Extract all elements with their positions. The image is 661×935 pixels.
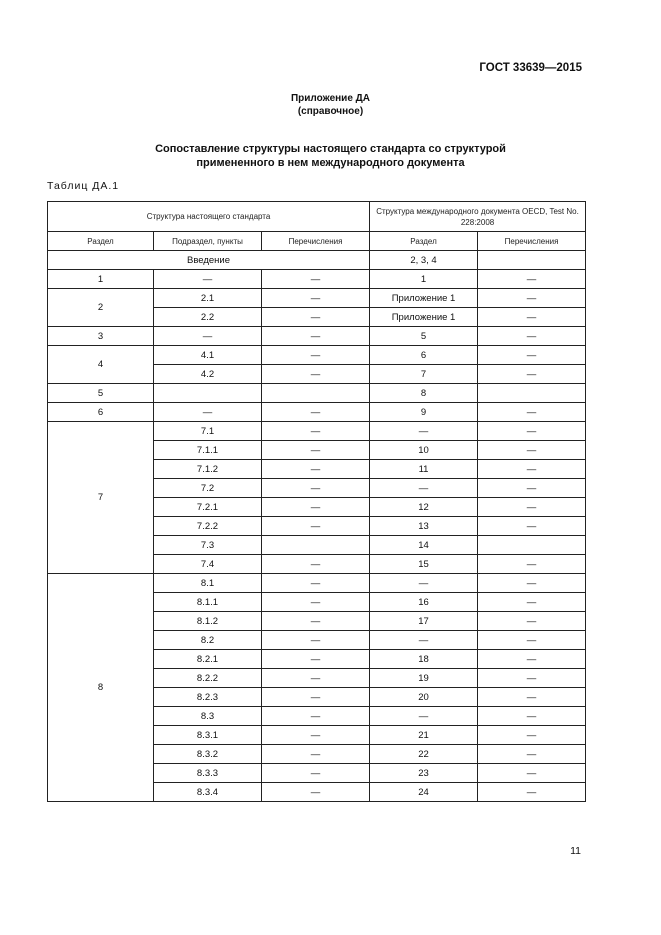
cell-enumeration: — xyxy=(262,593,370,612)
cell-intl-section: 5 xyxy=(370,327,478,346)
cell-subsection: 7.3 xyxy=(154,536,262,555)
cell-intl-section: — xyxy=(370,707,478,726)
cell-enumeration: — xyxy=(262,612,370,631)
cell-enumeration: — xyxy=(262,441,370,460)
column-header: Раздел xyxy=(48,232,154,251)
cell-intl-enumeration: — xyxy=(478,517,586,536)
cell-intl-enumeration xyxy=(478,384,586,403)
cell-intl-enumeration: — xyxy=(478,327,586,346)
cell-intl-section: 20 xyxy=(370,688,478,707)
intro-ref: 2, 3, 4 xyxy=(370,251,478,270)
cell-enumeration: — xyxy=(262,517,370,536)
cell-subsection: — xyxy=(154,403,262,422)
cell-subsection: 7.4 xyxy=(154,555,262,574)
table-row xyxy=(48,270,586,289)
cell-intl-enumeration: — xyxy=(478,612,586,631)
cell-intl-enumeration: — xyxy=(478,574,586,593)
cell-section: 3 xyxy=(48,327,154,346)
cell-section: 2 xyxy=(48,289,154,327)
cell-intl-section: 1 xyxy=(370,270,478,289)
table-group-header-row xyxy=(48,202,586,232)
cell-subsection: — xyxy=(154,327,262,346)
cell-intl-section: 19 xyxy=(370,669,478,688)
cell-enumeration: — xyxy=(262,669,370,688)
cell-intl-enumeration: — xyxy=(478,631,586,650)
cell-section: 8 xyxy=(48,574,154,802)
cell-section: 1 xyxy=(48,270,154,289)
cell-subsection: 7.2.1 xyxy=(154,498,262,517)
group-header-national: Структура настоящего стандарта xyxy=(48,202,370,232)
cell-subsection: 7.2 xyxy=(154,479,262,498)
cell-intl-section: 13 xyxy=(370,517,478,536)
cell-intl-enumeration: — xyxy=(478,289,586,308)
cell-section: 4 xyxy=(48,346,154,384)
cell-intl-enumeration: — xyxy=(478,308,586,327)
cell-enumeration: — xyxy=(262,308,370,327)
cell-intl-section: 11 xyxy=(370,460,478,479)
cell-intl-enumeration xyxy=(478,536,586,555)
intro-label: Введение xyxy=(48,251,370,270)
cell-subsection: 4.1 xyxy=(154,346,262,365)
document-title xyxy=(0,142,661,170)
cell-intl-section: — xyxy=(370,479,478,498)
cell-enumeration: — xyxy=(262,422,370,441)
cell-section: 6 xyxy=(48,403,154,422)
table-column-header-row xyxy=(48,232,586,251)
cell-enumeration: — xyxy=(262,365,370,384)
intro-enum xyxy=(478,251,586,270)
cell-enumeration: — xyxy=(262,688,370,707)
cell-enumeration: — xyxy=(262,498,370,517)
table-row xyxy=(48,327,586,346)
comparison-table xyxy=(47,201,586,802)
cell-subsection: 8.3 xyxy=(154,707,262,726)
cell-intl-section: 12 xyxy=(370,498,478,517)
cell-subsection xyxy=(154,384,262,403)
cell-intl-enumeration: — xyxy=(478,688,586,707)
cell-enumeration: — xyxy=(262,403,370,422)
annex-title: Приложение ДА xyxy=(290,93,371,104)
cell-intl-enumeration: — xyxy=(478,650,586,669)
table-row xyxy=(48,384,586,403)
cell-section: 5 xyxy=(48,384,154,403)
cell-intl-enumeration: — xyxy=(478,270,586,289)
cell-intl-enumeration: — xyxy=(478,783,586,802)
cell-enumeration: — xyxy=(262,574,370,593)
cell-subsection: 8.3.4 xyxy=(154,783,262,802)
cell-intl-section: 16 xyxy=(370,593,478,612)
cell-subsection: 8.1.2 xyxy=(154,612,262,631)
cell-intl-enumeration: — xyxy=(478,726,586,745)
cell-enumeration: — xyxy=(262,460,370,479)
cell-subsection: 8.2.3 xyxy=(154,688,262,707)
table-row-intro xyxy=(48,251,586,270)
cell-intl-enumeration: — xyxy=(478,764,586,783)
cell-enumeration: — xyxy=(262,327,370,346)
cell-subsection: 2.1 xyxy=(154,289,262,308)
cell-intl-enumeration: — xyxy=(478,745,586,764)
cell-intl-enumeration: — xyxy=(478,707,586,726)
document-title-line-2: примененного в нем международного документа xyxy=(196,157,465,169)
cell-intl-section: 7 xyxy=(370,365,478,384)
table-caption: Таблиц ДА.1 xyxy=(47,180,120,192)
cell-intl-enumeration: — xyxy=(478,441,586,460)
cell-intl-section: Приложение 1 xyxy=(370,289,478,308)
cell-enumeration: — xyxy=(262,726,370,745)
cell-enumeration: — xyxy=(262,650,370,669)
cell-subsection: 7.1.2 xyxy=(154,460,262,479)
cell-intl-enumeration: — xyxy=(478,555,586,574)
cell-intl-enumeration: — xyxy=(478,669,586,688)
table-row xyxy=(48,574,586,593)
cell-intl-section: 14 xyxy=(370,536,478,555)
cell-intl-section: 15 xyxy=(370,555,478,574)
cell-enumeration: — xyxy=(262,270,370,289)
cell-enumeration: — xyxy=(262,764,370,783)
cell-intl-enumeration: — xyxy=(478,422,586,441)
cell-enumeration: — xyxy=(262,555,370,574)
cell-enumeration: — xyxy=(262,346,370,365)
annex-subtitle: (справочное) xyxy=(297,106,364,117)
cell-subsection: — xyxy=(154,270,262,289)
cell-subsection: 8.3.2 xyxy=(154,745,262,764)
cell-subsection: 8.2 xyxy=(154,631,262,650)
cell-intl-section: — xyxy=(370,574,478,593)
cell-subsection: 8.1.1 xyxy=(154,593,262,612)
cell-subsection: 8.1 xyxy=(154,574,262,593)
cell-intl-section: 17 xyxy=(370,612,478,631)
cell-enumeration: — xyxy=(262,707,370,726)
cell-intl-section: 22 xyxy=(370,745,478,764)
cell-intl-section: Приложение 1 xyxy=(370,308,478,327)
cell-intl-enumeration: — xyxy=(478,460,586,479)
cell-intl-section: — xyxy=(370,422,478,441)
cell-subsection: 4.2 xyxy=(154,365,262,384)
page-number: 11 xyxy=(570,845,581,857)
cell-intl-section: — xyxy=(370,631,478,650)
cell-intl-section: 9 xyxy=(370,403,478,422)
cell-subsection: 7.1.1 xyxy=(154,441,262,460)
cell-intl-enumeration: — xyxy=(478,498,586,517)
cell-intl-section: 24 xyxy=(370,783,478,802)
document-title-line-1: Сопоставление структуры настоящего стандарта со структурой xyxy=(155,143,506,155)
column-header: Подраздел, пункты xyxy=(154,232,262,251)
table-row xyxy=(48,346,586,365)
cell-enumeration: — xyxy=(262,479,370,498)
cell-enumeration: — xyxy=(262,783,370,802)
cell-enumeration xyxy=(262,536,370,555)
cell-intl-section: 8 xyxy=(370,384,478,403)
cell-enumeration: — xyxy=(262,289,370,308)
cell-subsection: 7.2.2 xyxy=(154,517,262,536)
cell-intl-enumeration: — xyxy=(478,346,586,365)
cell-subsection: 2.2 xyxy=(154,308,262,327)
cell-subsection: 8.3.3 xyxy=(154,764,262,783)
group-header-international: Структура международного документа OECD, Test No. 228:2008 xyxy=(370,202,586,232)
cell-enumeration: — xyxy=(262,745,370,764)
standard-code: ГОСТ 33639—2015 xyxy=(479,62,582,74)
cell-intl-section: 6 xyxy=(370,346,478,365)
cell-intl-section: 21 xyxy=(370,726,478,745)
column-header: Раздел xyxy=(370,232,478,251)
cell-enumeration xyxy=(262,384,370,403)
cell-subsection: 8.3.1 xyxy=(154,726,262,745)
cell-enumeration: — xyxy=(262,631,370,650)
cell-intl-section: 10 xyxy=(370,441,478,460)
column-header: Перечисления xyxy=(262,232,370,251)
cell-intl-section: 23 xyxy=(370,764,478,783)
cell-intl-enumeration: — xyxy=(478,479,586,498)
cell-subsection: 7.1 xyxy=(154,422,262,441)
cell-intl-enumeration: — xyxy=(478,365,586,384)
cell-intl-enumeration: — xyxy=(478,593,586,612)
table-row xyxy=(48,422,586,441)
cell-subsection: 8.2.1 xyxy=(154,650,262,669)
cell-intl-section: 18 xyxy=(370,650,478,669)
table-row xyxy=(48,289,586,308)
annex-heading xyxy=(0,92,661,118)
table-row xyxy=(48,403,586,422)
cell-subsection: 8.2.2 xyxy=(154,669,262,688)
column-header: Перечисления xyxy=(478,232,586,251)
cell-intl-enumeration: — xyxy=(478,403,586,422)
cell-section: 7 xyxy=(48,422,154,574)
